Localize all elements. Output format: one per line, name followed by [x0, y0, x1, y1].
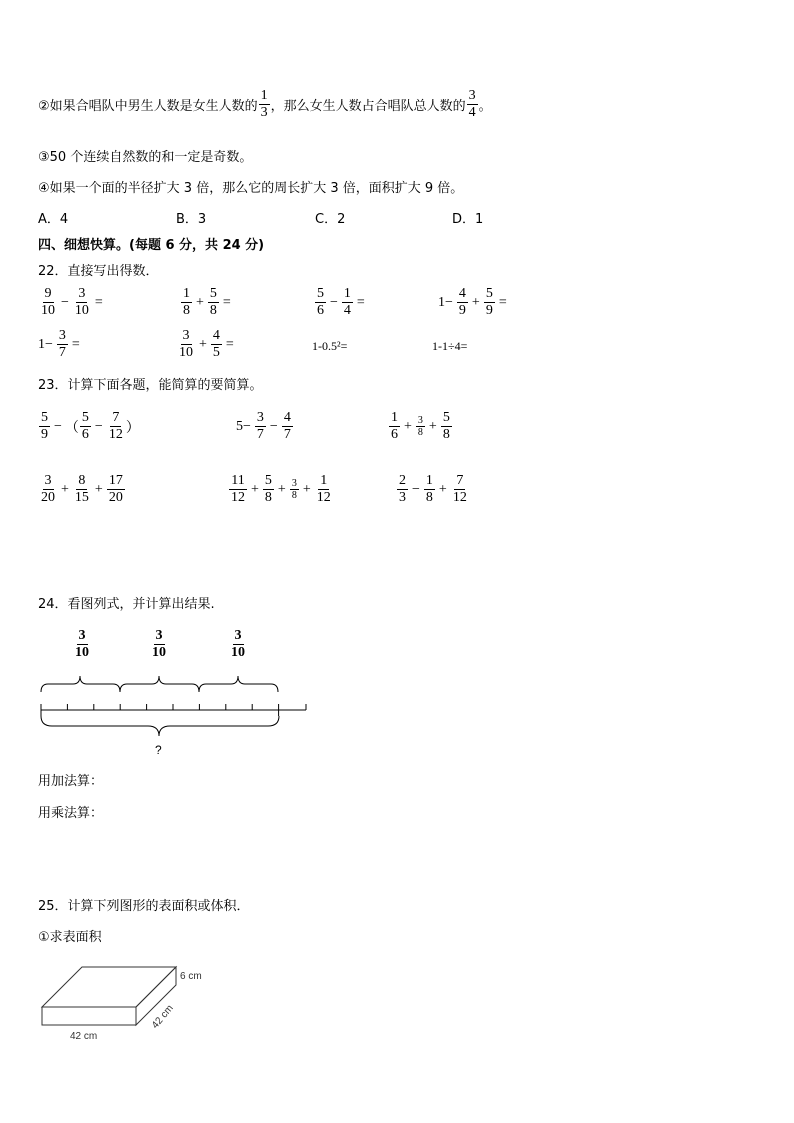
fraction: $\frac{8}{15}$ — [74, 473, 89, 505]
bottom-brace — [41, 716, 279, 736]
fraction: $\frac{3}{10}$ — [74, 286, 89, 318]
length-label: 42 cm — [70, 1031, 98, 1042]
cuboid-front-face — [42, 1007, 136, 1025]
fraction: $\frac{5}{6}$ — [81, 410, 89, 442]
q24-title: 24．看图列式，并计算出结果. — [38, 597, 215, 612]
fraction: $\frac{3}{7}$ — [58, 328, 66, 360]
fraction: $\frac{11}{12}$ — [231, 473, 245, 505]
q22-expr-5: 1− $\frac{3}{7}$ = — [38, 328, 80, 360]
add-method-label: 用加法算： — [38, 774, 104, 789]
fraction: $\frac{5}{8}$ — [264, 473, 272, 505]
q23-expr-5: $\frac{11}{12}$ + $\frac{5}{8}$ + $\frac{3}{8}$ + $\frac{1}{12}$ — [231, 473, 331, 505]
fraction: $\frac{2}{3}$ — [399, 473, 406, 505]
q24-fraction-1 — [72, 628, 92, 661]
fraction: $\frac{4}{5}$ — [212, 328, 220, 360]
fraction: $\frac{5}{9}$ — [485, 286, 493, 318]
fraction: $\frac{3}{7}$ — [256, 410, 264, 442]
q22-expr-3: $\frac{5}{6}$ − $\frac{1}{4}$ = — [317, 286, 365, 318]
q25-title: 25．计算下列图形的表面积或体积． — [38, 899, 250, 914]
statement-2-text1: ②如果合唱队中男生人数是女生人数的 — [38, 99, 258, 114]
fraction: $\frac{3}{10}$ — [152, 628, 166, 660]
fraction: $\frac{3}{10}$ — [179, 328, 193, 360]
fraction: $\frac{5}{9}$ — [41, 410, 48, 442]
q23-title: 23．计算下面各题，能简算的要简算。 — [38, 378, 263, 393]
fraction: $\frac{3}{8}$ — [291, 478, 297, 501]
option-c: C．2 — [315, 212, 346, 227]
fraction: $\frac{1}{8}$ — [183, 286, 190, 318]
fraction: $\frac{1}{6}$ — [391, 410, 398, 442]
q22-expr-7: 1-0.5²= — [312, 339, 348, 353]
brace-2 — [120, 676, 199, 692]
q25-sub1: ①求表面积 — [38, 930, 102, 945]
fraction: $\frac{7}{12}$ — [452, 473, 467, 505]
fraction: $\frac{3}{10}$ — [231, 628, 245, 660]
fraction: $\frac{1}{12}$ — [316, 473, 331, 505]
option-a: A．4 — [38, 212, 69, 227]
q23-expr-6: $\frac{2}{3}$ − $\frac{1}{8}$ + $\frac{7}{12}$ — [399, 473, 467, 505]
statement-2-text3: 。 — [478, 99, 492, 114]
section-heading: 四、细想快算。(每题 6 分，共 24 分) — [38, 238, 265, 253]
option-b: B．3 — [176, 212, 207, 227]
q24-fraction-3 — [228, 628, 248, 661]
fraction: $\frac{3}{8}$ — [417, 415, 423, 438]
statement-4: ④如果一个面的半径扩大 3 倍，那么它的周长扩大 3 倍，面积扩大 9 倍。 — [38, 181, 464, 196]
q24-fraction-2 — [149, 628, 169, 661]
fraction: $\frac{4}{7}$ — [283, 410, 291, 442]
fraction: $\frac{3}{4}$ — [468, 88, 476, 120]
brace-3 — [199, 676, 278, 692]
fraction: $\frac{9}{10}$ — [41, 286, 55, 318]
brace-1 — [41, 676, 120, 692]
number-line-diagram — [0, 670, 330, 760]
q22-expr-8: 1-1÷4= — [432, 339, 468, 353]
q22-expr-4: 1− $\frac{4}{9}$ + $\frac{5}{9}$ = — [438, 286, 507, 318]
fraction: $\frac{4}{9}$ — [458, 286, 466, 318]
q22-expr-6: $\frac{3}{10}$ + $\frac{4}{5}$ = — [179, 328, 234, 360]
fraction: $\frac{17}{20}$ — [108, 473, 123, 505]
statement-2 — [38, 88, 492, 121]
mul-method-label: 用乘法算： — [38, 806, 104, 821]
option-d: D．1 — [452, 212, 484, 227]
q23-expr-4: $\frac{3}{20}$ + $\frac{8}{15}$ + $\frac{17}{20}$ — [41, 473, 123, 505]
height-label: 6 cm — [180, 971, 202, 982]
q23-expr-3: $\frac{1}{6}$ + $\frac{3}{8}$ + $\frac{5}{8}$ — [391, 410, 450, 442]
statement-2-text2: ，那么女生人数占合唱队总人数的 — [270, 99, 466, 114]
cuboid-diagram — [30, 955, 230, 1050]
fraction: $\frac{5}{6}$ — [317, 286, 324, 318]
fraction: $\frac{7}{12}$ — [108, 410, 123, 442]
depth-label: 42 cm — [149, 1002, 176, 1031]
q22-title: 22．直接写出得数． — [38, 264, 159, 279]
fraction: $\frac{1}{3}$ — [260, 88, 268, 120]
statement-3: ③50 个连续自然数的和一定是奇数。 — [38, 150, 253, 165]
fraction: $\frac{1}{4}$ — [343, 286, 351, 318]
q23-expr-1: $\frac{5}{9}$ − （ $\frac{5}{6}$ − $\frac{7}{12}$ ） — [41, 410, 140, 442]
fraction: $\frac{3}{20}$ — [41, 473, 55, 505]
fraction: $\frac{1}{8}$ — [425, 473, 433, 505]
q22-expr-2: $\frac{1}{8}$ + $\frac{5}{8}$ = — [183, 286, 231, 318]
fraction: $\frac{5}{8}$ — [209, 286, 217, 318]
q22-expr-1: $\frac{9}{10}$ − $\frac{3}{10}$ = — [41, 286, 103, 318]
fraction: $\frac{3}{10}$ — [75, 628, 89, 660]
q23-expr-2: 5− $\frac{3}{7}$ − $\frac{4}{7}$ — [236, 410, 291, 442]
fraction: $\frac{5}{8}$ — [442, 410, 450, 442]
question-mark: ? — [155, 743, 162, 757]
